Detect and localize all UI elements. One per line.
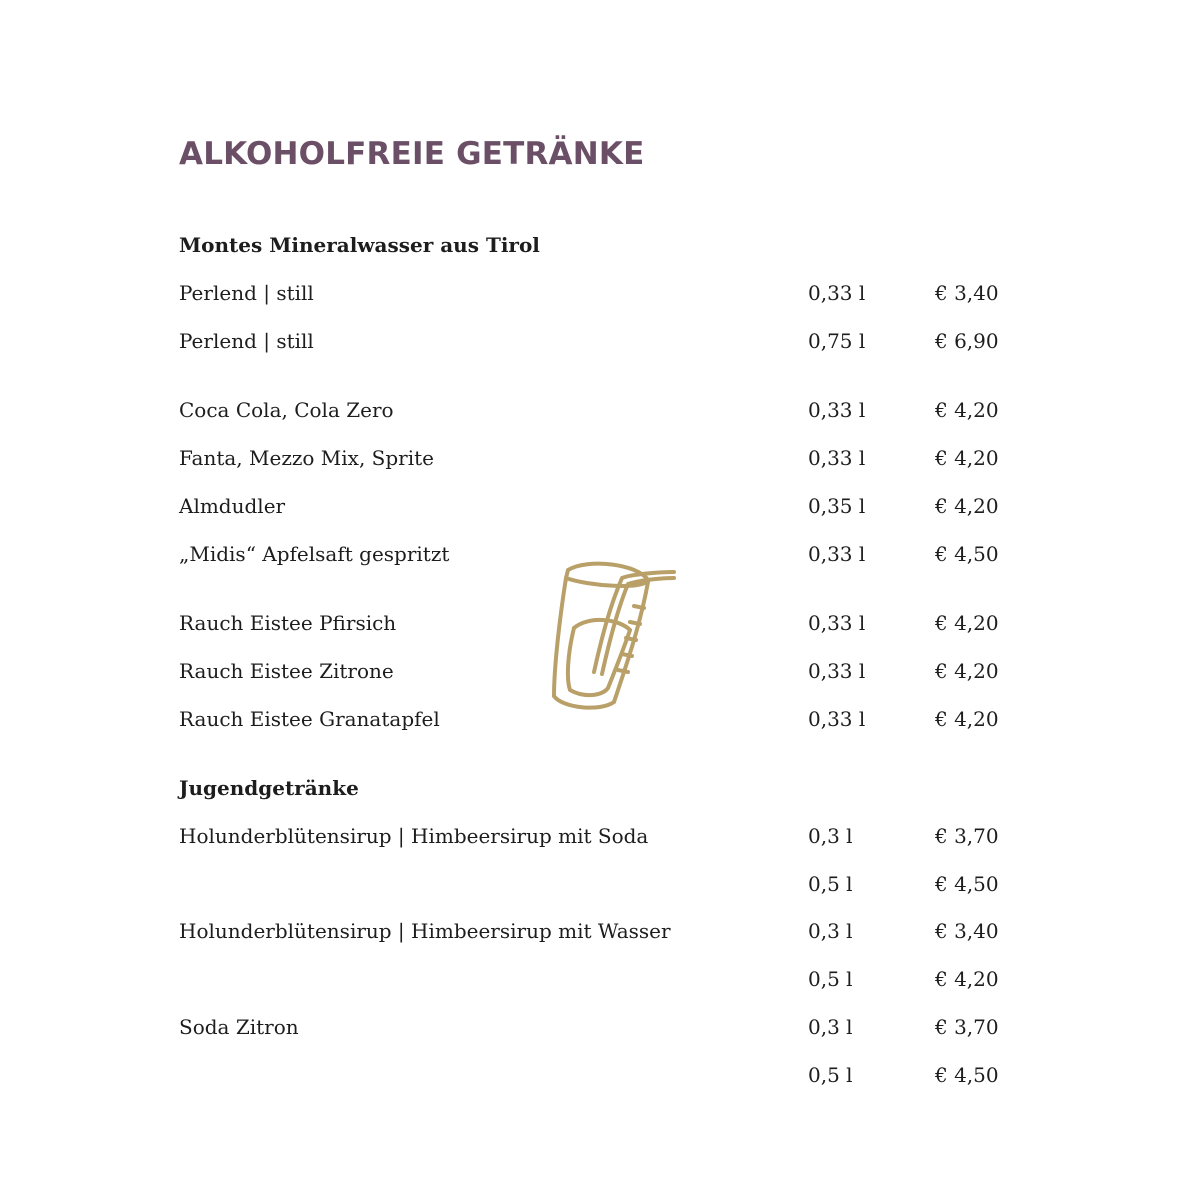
item-volume: 0,33 l bbox=[808, 281, 866, 305]
menu-item-row bbox=[179, 964, 1009, 994]
item-name: Soda Zitron bbox=[179, 1015, 299, 1039]
item-price: € 4,50 bbox=[935, 542, 999, 566]
item-name: Almdudler bbox=[179, 494, 286, 518]
item-volume: 0,3 l bbox=[808, 1015, 853, 1039]
item-price: € 4,20 bbox=[935, 611, 999, 635]
item-price: € 3,40 bbox=[935, 281, 999, 305]
menu-item-row bbox=[179, 869, 1009, 899]
menu-title: ALKOHOLFREIE GETRÄNKE bbox=[179, 136, 645, 172]
item-volume: 0,5 l bbox=[808, 1063, 853, 1087]
item-name: Perlend | still bbox=[179, 329, 314, 353]
item-price: € 4,20 bbox=[935, 967, 999, 991]
menu-item-row bbox=[179, 1060, 1009, 1090]
item-volume: 0,3 l bbox=[808, 919, 853, 943]
item-volume: 0,33 l bbox=[808, 611, 866, 635]
item-volume: 0,33 l bbox=[808, 446, 866, 470]
item-price: € 3,70 bbox=[935, 1015, 999, 1039]
item-price: € 4,50 bbox=[935, 872, 999, 896]
item-name: Rauch Eistee Zitrone bbox=[179, 659, 394, 683]
item-price: € 4,20 bbox=[935, 707, 999, 731]
menu-item-row bbox=[179, 916, 1009, 946]
item-price: € 4,20 bbox=[935, 446, 999, 470]
item-price: € 6,90 bbox=[935, 329, 999, 353]
item-volume: 0,33 l bbox=[808, 542, 866, 566]
glass-with-straw-icon bbox=[548, 556, 682, 714]
menu-item-row bbox=[179, 395, 1009, 425]
menu-item-row bbox=[179, 821, 1009, 851]
item-name: Coca Cola, Cola Zero bbox=[179, 398, 394, 422]
item-volume: 0,75 l bbox=[808, 329, 866, 353]
item-price: € 3,70 bbox=[935, 824, 999, 848]
item-price: € 4,20 bbox=[935, 659, 999, 683]
item-volume: 0,5 l bbox=[808, 872, 853, 896]
item-price: € 4,20 bbox=[935, 494, 999, 518]
item-volume: 0,33 l bbox=[808, 659, 866, 683]
item-name: Fanta, Mezzo Mix, Sprite bbox=[179, 446, 434, 470]
item-volume: 0,33 l bbox=[808, 398, 866, 422]
item-volume: 0,5 l bbox=[808, 967, 853, 991]
menu-item-row bbox=[179, 491, 1009, 521]
menu-item-row bbox=[179, 443, 1009, 473]
item-volume: 0,3 l bbox=[808, 824, 853, 848]
item-price: € 4,20 bbox=[935, 398, 999, 422]
menu-item-row bbox=[179, 278, 1009, 308]
item-volume: 0,35 l bbox=[808, 494, 866, 518]
item-name: Rauch Eistee Granatapfel bbox=[179, 707, 440, 731]
item-price: € 4,50 bbox=[935, 1063, 999, 1087]
section-heading-youth-drinks: Jugendgetränke bbox=[179, 776, 359, 800]
menu-item-row bbox=[179, 1012, 1009, 1042]
item-name: Holunderblütensirup | Himbeersirup mit Wasser bbox=[179, 919, 671, 943]
menu-item-row bbox=[179, 326, 1009, 356]
item-name: „Midis“ Apfelsaft gespritzt bbox=[179, 542, 450, 566]
item-price: € 3,40 bbox=[935, 919, 999, 943]
item-name: Perlend | still bbox=[179, 281, 314, 305]
item-volume: 0,33 l bbox=[808, 707, 866, 731]
item-name: Rauch Eistee Pfirsich bbox=[179, 611, 397, 635]
section-heading-mineral-water: Montes Mineralwasser aus Tirol bbox=[179, 233, 540, 257]
item-name: Holunderblütensirup | Himbeersirup mit Soda bbox=[179, 824, 649, 848]
